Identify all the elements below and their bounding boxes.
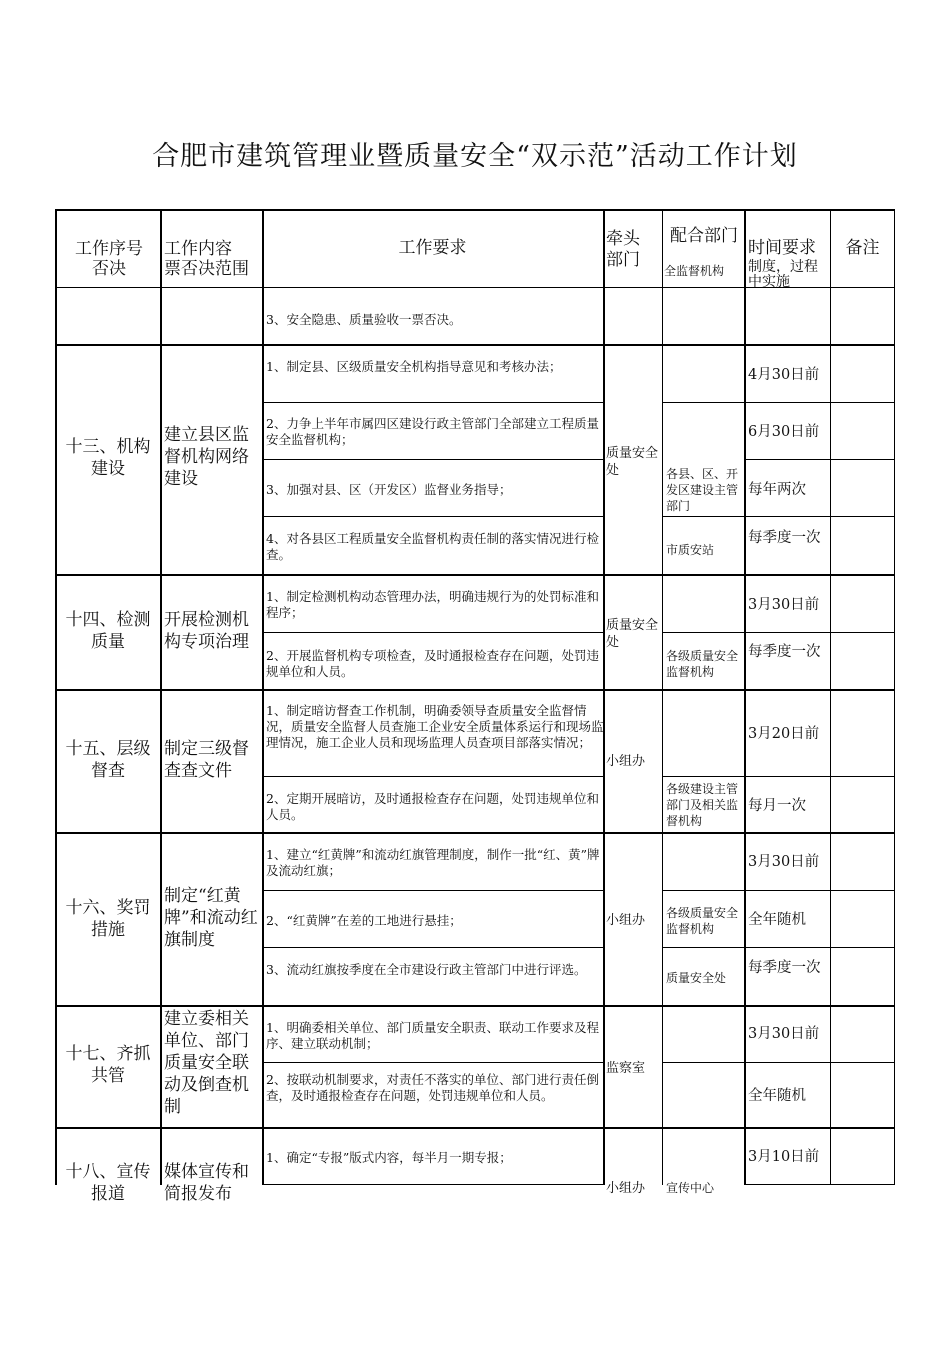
s16-time-1: 3月30日前 — [748, 854, 820, 870]
s17-time-1: 3月30日前 — [748, 1026, 820, 1042]
s13-lead: 质量安全处 — [606, 446, 659, 478]
s17-content: 建立委相关单位、部门质量安全联动及倒查机制 — [164, 1009, 249, 1117]
s16-content: 制定“红黄牌”和流动红旗制度 — [164, 886, 258, 950]
header-coop-overlap: 全监督机构 — [664, 264, 725, 278]
s17-req-2: 2、按联动机制要求，对责任不落实的单位、部门进行责任倒查，及时通报检查存在问题，处罚违规单位和人员。 — [266, 1072, 599, 1103]
s16-time-2: 全年随机 — [748, 912, 806, 928]
page-title: 合肥市建筑管理业暨质量安全“双示范”活动工作计划 — [152, 141, 798, 172]
s14-req-1: 1、制定检测机构动态管理办法，明确违规行为的处罚标准和程序； — [266, 589, 599, 620]
s13-time-4: 每季度一次 — [748, 530, 821, 546]
header-time: 时间要求 — [748, 238, 816, 258]
s15-content: 制定三级督查查文件 — [164, 739, 249, 781]
s14-coop: 各级质量安全监督机构 — [666, 649, 739, 679]
s16-req-3: 3、流动红旗按季度在全市建设行政主管部门中进行评选。 — [266, 962, 587, 977]
s15-req-1: 1、制定暗访督查工作机制，明确委领导查质量安全监督情况，质量安全监督人员查施工企业安全质量体系运行和现场监理情况，施工企业人员和现场监理人员查项目部落实情况； — [266, 703, 604, 750]
s18-req-1: 1、确定“专报”版式内容，每半月一期专报； — [266, 1150, 512, 1165]
s15-req-2: 2、定期开展暗访，及时通报检查存在问题，处罚违规单位和人员。 — [266, 791, 599, 822]
s17-seq: 十七、齐抓共管 — [65, 1044, 151, 1086]
s13-req-2: 2、力争上半年市属四区建设行政主管部门全部建立工程质量安全监督机构； — [266, 416, 599, 447]
header-remarks: 备注 — [845, 238, 880, 258]
s16-time-3: 每季度一次 — [748, 960, 821, 976]
s15-lead: 小组办 — [606, 754, 646, 769]
s17-lead: 监察室 — [606, 1061, 646, 1076]
s13-content: 建立县区监督机构网络建设 — [164, 425, 249, 489]
s17-time-2: 全年随机 — [748, 1088, 806, 1104]
s16-seq: 十六、奖罚措施 — [65, 898, 151, 940]
s16-lead: 小组办 — [606, 913, 646, 928]
s18-coop: 宣传中心 — [666, 1181, 715, 1195]
s15-seq: 十五、层级督查 — [65, 739, 151, 781]
s15-time-2: 每月一次 — [748, 798, 806, 814]
s13-time-2: 6月30日前 — [748, 424, 820, 440]
s14-lead: 质量安全处 — [606, 618, 659, 650]
s13-req-4: 4、对各县区工程质量安全监督机构责任制的落实情况进行检查。 — [266, 531, 599, 562]
header-lead: 牵头部门 — [606, 229, 640, 270]
s14-content: 开展检测机构专项治理 — [164, 610, 249, 652]
s13-seq: 十三、机构建设 — [65, 437, 151, 479]
prev-row-requirement: 3、安全隐患、质量验收一票否决。 — [266, 312, 462, 327]
s13-coop-b: 市质安站 — [666, 543, 715, 557]
header-coop: 配合部门 — [670, 226, 738, 246]
s18-seq: 十八、宣传报道 — [65, 1162, 151, 1204]
s18-time-1: 3月10日前 — [748, 1149, 820, 1165]
s18-lead: 小组办 — [606, 1181, 646, 1196]
s15-time-1: 3月20日前 — [748, 726, 820, 742]
s18-content: 媒体宣传和简报发布 — [164, 1162, 249, 1204]
s16-req-1: 1、建立“红黄牌”和流动红旗管理制度，制作一批“红、黄”牌及流动红旗； — [266, 847, 600, 878]
header-time-overlap: 制度，过程中实施 — [748, 259, 818, 290]
s13-coop-a: 各县、区、开发区建设主管部门 — [666, 467, 739, 513]
s16-coop-a: 各级质量安全监督机构 — [666, 906, 739, 936]
s14-time-2: 每季度一次 — [748, 644, 821, 660]
s13-time-3: 每年两次 — [748, 482, 806, 498]
s14-seq: 十四、检测质量 — [65, 610, 151, 652]
s13-time-1: 4月30日前 — [748, 367, 820, 383]
header-seq-overlap: 否决 — [92, 259, 126, 279]
header-content: 工作内容 — [164, 239, 232, 259]
s13-req-1: 1、制定县、区级质量安全机构指导意见和考核办法； — [266, 359, 562, 374]
s14-req-2: 2、开展监督机构专项检查，及时通报检查存在问题，处罚违规单位和人员。 — [266, 648, 599, 679]
header-seq: 工作序号 — [75, 239, 143, 259]
s17-req-1: 1、明确委相关单位、部门质量安全职责、联动工作要求及程序、建立联动机制； — [266, 1020, 599, 1051]
s16-coop-b: 质量安全处 — [666, 971, 727, 985]
s16-req-2: 2、“红黄牌”在差的工地进行悬挂； — [266, 913, 462, 928]
s15-coop: 各级建设主管部门及相关监督机构 — [666, 782, 739, 828]
header-content-overlap: 票否决范围 — [164, 259, 249, 279]
s14-time-1: 3月30日前 — [748, 597, 820, 613]
s13-req-3: 3、加强对县、区（开发区）监督业务指导； — [266, 482, 512, 497]
header-requirements: 工作要求 — [398, 238, 467, 258]
